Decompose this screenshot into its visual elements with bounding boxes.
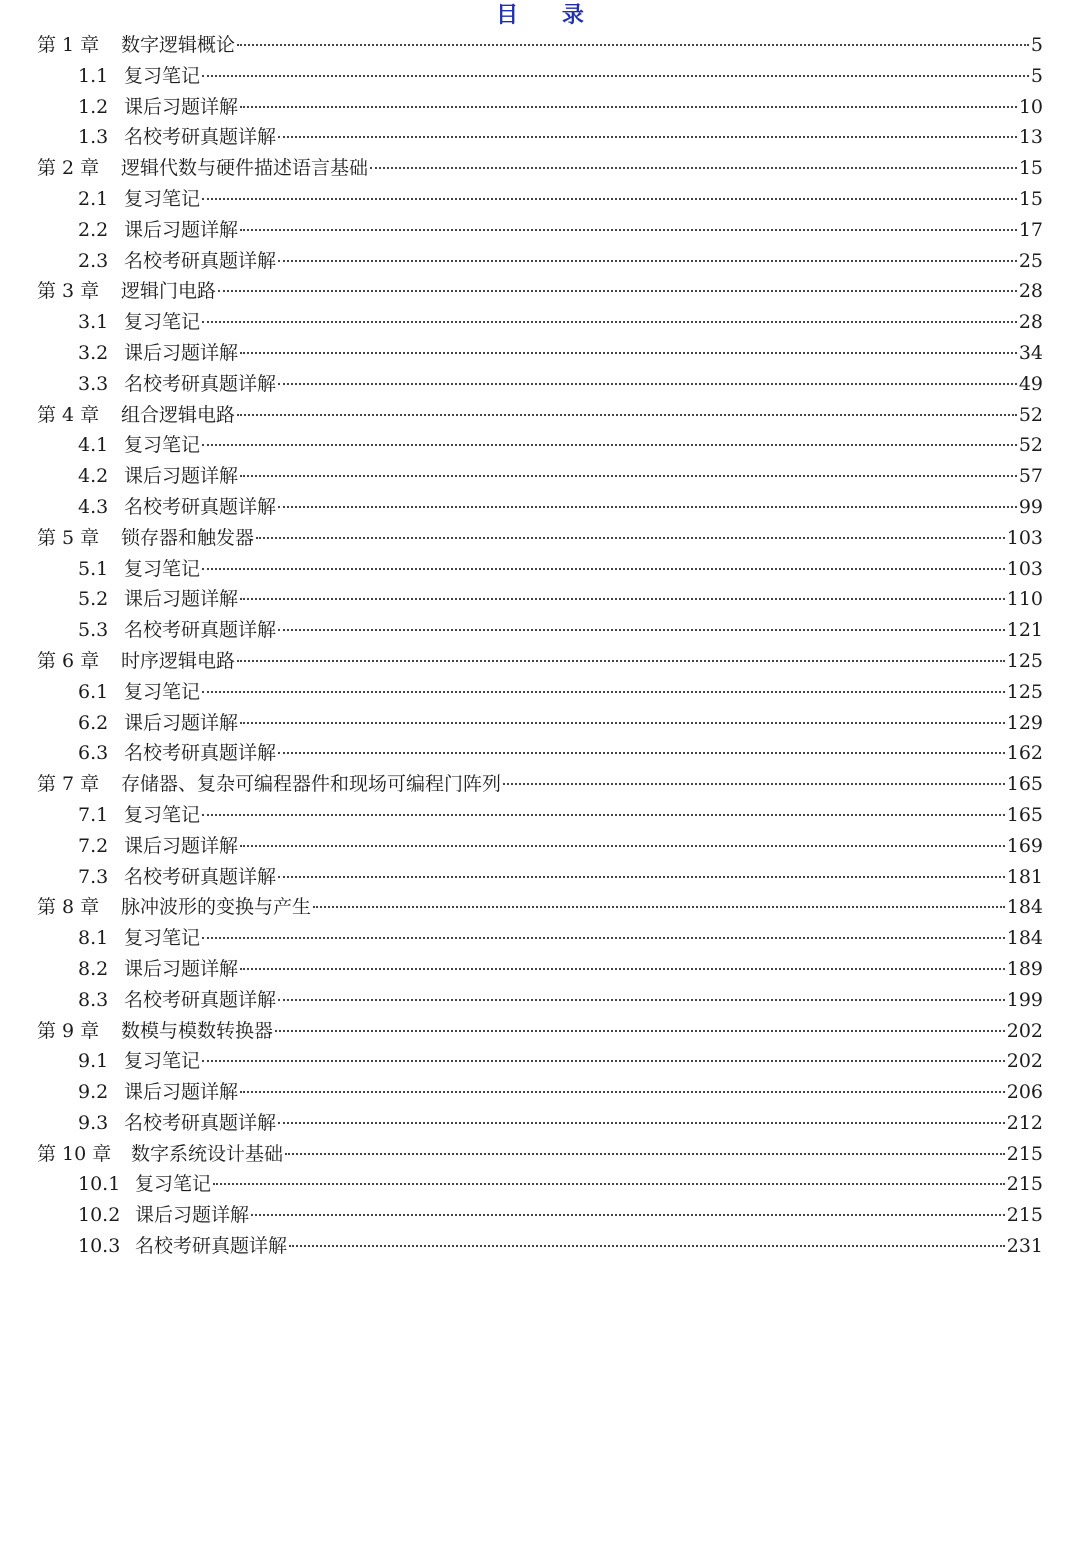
- toc-section-row[interactable]: [37, 338, 1043, 369]
- toc-page-number: 5: [1030, 64, 1043, 87]
- toc-entry-title: 复习笔记: [124, 803, 201, 826]
- toc-entry-number: 第 8 章: [37, 896, 100, 919]
- toc-page-number: 28: [1018, 280, 1043, 303]
- dot-leader: [240, 229, 1017, 231]
- toc-page-number: 125: [1006, 649, 1043, 672]
- dot-leader: [240, 1091, 1005, 1093]
- toc-page-number: 52: [1018, 434, 1043, 457]
- toc-page-number: 199: [1006, 988, 1043, 1011]
- toc-chapter-row[interactable]: [37, 646, 1043, 677]
- dot-leader: [503, 783, 1005, 785]
- dot-leader: [202, 1060, 1005, 1062]
- dot-leader: [202, 937, 1005, 939]
- dot-leader: [202, 321, 1017, 323]
- toc-entry-title: 复习笔记: [124, 680, 201, 703]
- toc-page-number: 15: [1018, 187, 1043, 210]
- toc-page-number: 165: [1006, 803, 1043, 826]
- toc-section-row[interactable]: [37, 1077, 1043, 1108]
- toc-entry-title: 复习笔记: [124, 311, 201, 334]
- toc-section-row[interactable]: [37, 677, 1043, 708]
- dot-leader: [240, 598, 1005, 600]
- toc-page-number: 121: [1006, 619, 1043, 642]
- toc-entry-title: 复习笔记: [135, 1173, 212, 1196]
- toc-section-row[interactable]: [37, 1108, 1043, 1139]
- toc-chapter-row[interactable]: [37, 153, 1043, 184]
- toc-page-number: 99: [1018, 495, 1043, 518]
- toc-page-number: 5: [1030, 34, 1043, 56]
- toc-page-number: 212: [1006, 1111, 1043, 1134]
- toc-section-row[interactable]: [37, 122, 1043, 153]
- toc-entry-number: 第 7 章: [37, 773, 100, 796]
- toc-section-row[interactable]: [37, 492, 1043, 523]
- dot-leader: [237, 44, 1029, 46]
- toc-chapter-row[interactable]: [37, 523, 1043, 554]
- dot-leader: [240, 475, 1017, 477]
- table-of-contents: [37, 30, 1043, 1262]
- toc-page-number: 202: [1006, 1050, 1043, 1073]
- dot-leader: [202, 444, 1017, 446]
- dot-leader: [240, 722, 1005, 724]
- toc-section-row[interactable]: [37, 554, 1043, 585]
- toc-entry-title: 名校考研真题详解: [124, 372, 277, 395]
- dot-leader: [278, 752, 1005, 754]
- toc-entry-number: 5.2: [78, 588, 109, 611]
- toc-section-row[interactable]: [37, 831, 1043, 862]
- toc-entry-title: 数字系统设计基础: [131, 1142, 284, 1165]
- toc-entry-number: 1.2: [78, 95, 109, 118]
- toc-page-number: 103: [1006, 557, 1043, 580]
- toc-entry-number: 8.2: [78, 957, 109, 980]
- toc-entry-number: 第 10 章: [37, 1142, 112, 1165]
- dot-leader: [240, 352, 1017, 354]
- toc-entry-number: 6.3: [78, 742, 109, 765]
- toc-entry-title: 名校考研真题详解: [124, 865, 277, 888]
- toc-entry-number: 第 5 章: [37, 526, 100, 549]
- toc-chapter-row[interactable]: [37, 276, 1043, 307]
- toc-entry-number: 第 6 章: [37, 649, 100, 672]
- toc-page-number: 202: [1006, 1019, 1043, 1042]
- toc-entry-title: 时序逻辑电路: [121, 649, 236, 672]
- toc-section-row[interactable]: [37, 708, 1043, 739]
- toc-entry-number: 7.3: [78, 865, 109, 888]
- dot-leader: [202, 814, 1005, 816]
- toc-section-row[interactable]: [37, 369, 1043, 400]
- toc-section-row[interactable]: [37, 584, 1043, 615]
- dot-leader: [278, 1122, 1005, 1124]
- toc-entry-title: 名校考研真题详解: [135, 1235, 288, 1258]
- toc-entry-number: 3.1: [78, 311, 109, 334]
- toc-entry-title: 课后习题详解: [124, 465, 239, 488]
- dot-leader: [202, 198, 1017, 200]
- toc-page-number: 206: [1006, 1081, 1043, 1104]
- toc-entry-number: 9.2: [78, 1081, 109, 1104]
- toc-entry-title: 复习笔记: [124, 1050, 201, 1073]
- toc-page-number: 28: [1018, 311, 1043, 334]
- toc-entry-title: 名校考研真题详解: [124, 249, 277, 272]
- dot-leader: [251, 1214, 1005, 1216]
- toc-page-number: 189: [1006, 957, 1043, 980]
- toc-entry-title: 复习笔记: [124, 434, 201, 457]
- toc-page-number: 25: [1018, 249, 1043, 272]
- dot-leader: [285, 1153, 1005, 1155]
- toc-entry-title: 课后习题详解: [124, 834, 239, 857]
- toc-entry-title: 存储器、复杂可编程器件和现场可编程门阵列: [121, 773, 502, 796]
- toc-page-number: 181: [1006, 865, 1043, 888]
- toc-page-number: 231: [1006, 1235, 1043, 1258]
- toc-entry-number: 7.2: [78, 834, 109, 857]
- toc-entry-number: 2.3: [78, 249, 109, 272]
- toc-chapter-row[interactable]: [37, 892, 1043, 923]
- toc-entry-number: 8.3: [78, 988, 109, 1011]
- toc-page-number: 184: [1006, 927, 1043, 950]
- toc-entry-title: 课后习题详解: [124, 1081, 239, 1104]
- toc-entry-number: 1.3: [78, 126, 109, 149]
- toc-page-number: 13: [1018, 126, 1043, 149]
- toc-entry-title: 课后习题详解: [124, 957, 239, 980]
- toc-entry-number: 第 4 章: [37, 403, 100, 426]
- toc-entry-title: 课后习题详解: [124, 588, 239, 611]
- toc-page-number: 165: [1006, 773, 1043, 796]
- toc-entry-title: 名校考研真题详解: [124, 742, 277, 765]
- dot-leader: [240, 845, 1005, 847]
- toc-page-number: 103: [1006, 526, 1043, 549]
- toc-entry-number: 第 9 章: [37, 1019, 100, 1042]
- toc-entry-number: 4.2: [78, 465, 109, 488]
- dot-leader: [278, 136, 1017, 138]
- toc-entry-number: 6.1: [78, 680, 109, 703]
- toc-page-number: 10: [1018, 95, 1043, 118]
- toc-entry-title: 名校考研真题详解: [124, 495, 277, 518]
- toc-entry-number: 4.3: [78, 495, 109, 518]
- dot-leader: [370, 167, 1017, 169]
- toc-page-number: 125: [1006, 680, 1043, 703]
- dot-leader: [278, 629, 1005, 631]
- toc-entry-title: 复习笔记: [124, 64, 201, 87]
- toc-entry-number: 第 1 章: [37, 34, 100, 56]
- toc-entry-title: 逻辑门电路: [121, 280, 217, 303]
- dot-leader: [289, 1245, 1005, 1247]
- toc-page-number: 49: [1018, 372, 1043, 395]
- toc-entry-number: 9.1: [78, 1050, 109, 1073]
- toc-page-number: 169: [1006, 834, 1043, 857]
- toc-entry-number: 第 2 章: [37, 157, 100, 180]
- toc-chapter-row[interactable]: [37, 400, 1043, 431]
- toc-page-number: 110: [1006, 588, 1043, 611]
- toc-entry-number: 10.1: [78, 1173, 121, 1196]
- toc-section-row[interactable]: [37, 1200, 1043, 1231]
- dot-leader: [240, 968, 1005, 970]
- toc-section-row[interactable]: [37, 615, 1043, 646]
- toc-entry-number: 10.3: [78, 1235, 121, 1258]
- toc-section-row[interactable]: [37, 61, 1043, 92]
- dot-leader: [278, 876, 1005, 878]
- toc-page-number: 129: [1006, 711, 1043, 734]
- toc-section-row[interactable]: [37, 184, 1043, 215]
- toc-entry-title: 名校考研真题详解: [124, 126, 277, 149]
- toc-chapter-row[interactable]: [37, 30, 1043, 61]
- toc-section-row[interactable]: [37, 800, 1043, 831]
- dot-leader: [278, 383, 1017, 385]
- toc-page-number: 215: [1006, 1173, 1043, 1196]
- toc-entry-number: 9.3: [78, 1111, 109, 1134]
- toc-page-number: 17: [1018, 218, 1043, 241]
- toc-section-row[interactable]: [37, 923, 1043, 954]
- toc-entry-number: 7.1: [78, 803, 109, 826]
- toc-entry-number: 8.1: [78, 927, 109, 950]
- dot-leader: [278, 999, 1005, 1001]
- toc-entry-title: 脉冲波形的变换与产生: [121, 896, 312, 919]
- toc-entry-number: 3.2: [78, 341, 109, 364]
- toc-entry-title: 课后习题详解: [124, 711, 239, 734]
- page-title: 目 录: [496, 3, 602, 28]
- toc-entry-title: 锁存器和触发器: [121, 526, 255, 549]
- dot-leader: [202, 75, 1029, 77]
- toc-page-number: 215: [1006, 1204, 1043, 1227]
- dot-leader: [240, 106, 1017, 108]
- toc-section-row[interactable]: [37, 738, 1043, 769]
- dot-leader: [278, 506, 1017, 508]
- toc-entry-title: 名校考研真题详解: [124, 988, 277, 1011]
- toc-entry-title: 数字逻辑概论: [121, 34, 236, 56]
- toc-entry-title: 课后习题详解: [124, 95, 239, 118]
- toc-entry-title: 逻辑代数与硬件描述语言基础: [121, 157, 369, 180]
- toc-section-row[interactable]: [37, 954, 1043, 985]
- dot-leader: [237, 414, 1017, 416]
- toc-page-number: 57: [1018, 465, 1043, 488]
- toc-entry-title: 复习笔记: [124, 557, 201, 580]
- toc-entry-number: 2.1: [78, 187, 109, 210]
- toc-entry-number: 6.2: [78, 711, 109, 734]
- dot-leader: [278, 260, 1017, 262]
- toc-entry-number: 3.3: [78, 372, 109, 395]
- toc-section-row[interactable]: [37, 246, 1043, 277]
- dot-leader: [213, 1183, 1005, 1185]
- toc-page-number: 52: [1018, 403, 1043, 426]
- toc-entry-number: 1.1: [78, 64, 109, 87]
- toc-entry-title: 复习笔记: [124, 927, 201, 950]
- dot-leader: [275, 1030, 1005, 1032]
- dot-leader: [202, 568, 1005, 570]
- toc-section-row[interactable]: [37, 92, 1043, 123]
- dot-leader: [256, 537, 1005, 539]
- toc-entry-title: 组合逻辑电路: [121, 403, 236, 426]
- toc-section-row[interactable]: [37, 1231, 1043, 1262]
- toc-entry-number: 5.1: [78, 557, 109, 580]
- toc-entry-number: 5.3: [78, 619, 109, 642]
- toc-entry-title: 课后习题详解: [124, 218, 239, 241]
- toc-entry-title: 课后习题详解: [124, 341, 239, 364]
- toc-entry-title: 名校考研真题详解: [124, 1111, 277, 1134]
- toc-page-number: 215: [1006, 1142, 1043, 1165]
- toc-page-number: 184: [1006, 896, 1043, 919]
- toc-chapter-row[interactable]: [37, 1139, 1043, 1170]
- toc-section-row[interactable]: [37, 1046, 1043, 1077]
- toc-section-row[interactable]: [37, 307, 1043, 338]
- toc-entry-title: 课后习题详解: [135, 1204, 250, 1227]
- toc-section-row[interactable]: [37, 215, 1043, 246]
- toc-entry-title: 名校考研真题详解: [124, 619, 277, 642]
- toc-section-row[interactable]: [37, 1169, 1043, 1200]
- toc-page-number: 34: [1018, 341, 1043, 364]
- toc-chapter-row[interactable]: [37, 769, 1043, 800]
- toc-section-row[interactable]: [37, 461, 1043, 492]
- toc-section-row[interactable]: [37, 862, 1043, 893]
- dot-leader: [313, 906, 1005, 908]
- toc-section-row[interactable]: [37, 985, 1043, 1016]
- toc-entry-title: 数模与模数转换器: [121, 1019, 274, 1042]
- dot-leader: [202, 691, 1005, 693]
- toc-entry-number: 4.1: [78, 434, 109, 457]
- dot-leader: [237, 660, 1005, 662]
- dot-leader: [218, 290, 1017, 292]
- toc-entry-number: 第 3 章: [37, 280, 100, 303]
- toc-page-number: 15: [1018, 157, 1043, 180]
- toc-section-row[interactable]: [37, 430, 1043, 461]
- toc-entry-number: 2.2: [78, 218, 109, 241]
- toc-chapter-row[interactable]: [37, 1016, 1043, 1047]
- toc-entry-number: 10.2: [78, 1204, 121, 1227]
- toc-entry-title: 复习笔记: [124, 187, 201, 210]
- toc-page-number: 162: [1006, 742, 1043, 765]
